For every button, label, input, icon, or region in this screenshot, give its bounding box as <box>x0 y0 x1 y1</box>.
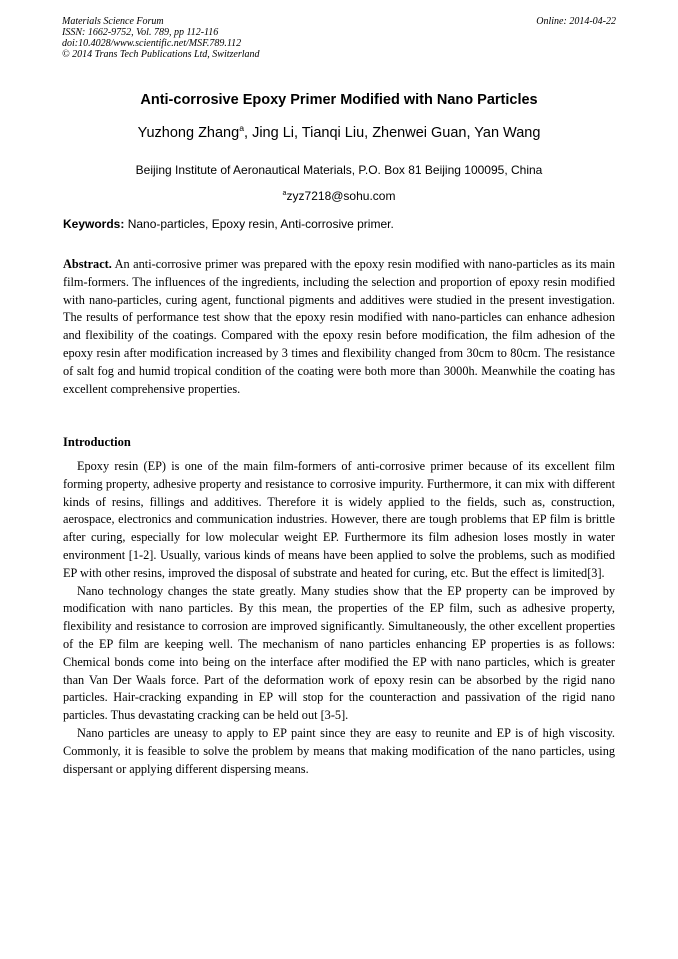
keywords-label: Keywords: <box>63 217 125 231</box>
intro-paragraph: Nano technology changes the state greatly. Many studies show that the EP property can be improved by modification with nano particles. By this mean, the properties of the EP film, such as adhesive property, flexibility and resistance to corrosion are improved significantly. Simultaneously, the other excellent properties of the EP film are keeping well. The mechanism of nano particles enhancing EP properties is as follows: Chemical bonds come into being on the interface after modified the EP with nano particles, which is greater than Van Der Waals force. Part of the deformation work of epoxy resin can be absorbed by the rigid nano particles. Hair-cracking expanding in EP will stop for the counteraction and passivation of the rigid nano particles. Thus devastating cracking can be held out [3-5]. <box>63 583 615 723</box>
journal-issn: ISSN: 1662-9752, Vol. 789, pp 112-116 <box>62 27 219 38</box>
keywords <box>63 217 616 231</box>
introduction-body <box>63 458 615 778</box>
email-sup: a <box>282 188 287 197</box>
author-first: Yuzhong Zhang <box>137 125 240 141</box>
paper-title: Anti-corrosive Epoxy Primer Modified with Nano Particles <box>140 92 538 108</box>
journal-name: Materials Science Forum <box>62 16 164 27</box>
abstract <box>63 256 615 398</box>
section-heading-introduction: Introduction <box>63 435 131 449</box>
journal-copyright: © 2014 Trans Tech Publications Ltd, Switzerland <box>62 49 260 60</box>
author-first-sup: a <box>239 123 245 134</box>
author-email <box>62 189 616 203</box>
affiliation: Beijing Institute of Aeronautical Materials, P.O. Box 81 Beijing 100095, China <box>135 163 543 177</box>
author-list <box>62 125 616 141</box>
intro-paragraph: Nano particles are uneasy to apply to EP paint since they are easy to reunite and EP is of high viscosity. Commonly, it is feasible to solve the problem by means that making modification of the nano particles, using dispersant or applying different dispersing means. <box>63 725 615 776</box>
online-date: Online: 2014-04-22 <box>536 16 616 27</box>
journal-header <box>62 16 616 60</box>
abstract-label: Abstract. <box>63 257 112 271</box>
intro-paragraph: Epoxy resin (EP) is one of the main film-formers of anti-corrosive primer because of its excellent film forming property, adhesive property and resistance to corrosive impurity. Furthermore, it can mix with different kinds of resins, fillings and additives. Therefore it is widely applied to the fields, such as, construction, aerospace, electronics and communication industries. However, there are tough problems that EP film is brittle after curing, especially for low molecular weight EP. Furthermore its film adhesion loses mostly in water environment [1-2]. Usually, various kinds of means have been applied to solve the problems, such as modified EP with other resins, improved the disposal of substrate and heated for curing, etc. But the effect is limited[3]. <box>63 459 615 580</box>
author-rest: , Jing Li, Tianqi Liu, Zhenwei Guan, Yan Wang <box>244 125 541 141</box>
email-address: zyz7218@sohu.com <box>286 189 396 203</box>
abstract-text: An anti-corrosive primer was prepared with the epoxy resin modified with nano-particles as its main film-formers. The influences of the ingredients, including the selection and proportion of epoxy resin modified with nano-particles, curing agent, functional pigments and additives were studied in the present investigation. The results of performance test show that the epoxy resin modified with nano-particles can enhance adhesion and flexibility of the coatings. Compared with the epoxy resin before modification, the film adhesion of the epoxy resin after modification increased by 3 times and flexibility changed from 30cm to 80cm. The resistance of salt fog and humid tropical condition of the coating were both more than 3000h. Meanwhile the coating has excellent comprehensive properties. <box>63 257 615 396</box>
journal-doi: doi:10.4028/www.scientific.net/MSF.789.112 <box>62 38 242 49</box>
keywords-text: Nano-particles, Epoxy resin, Anti-corrosive primer. <box>124 217 394 231</box>
